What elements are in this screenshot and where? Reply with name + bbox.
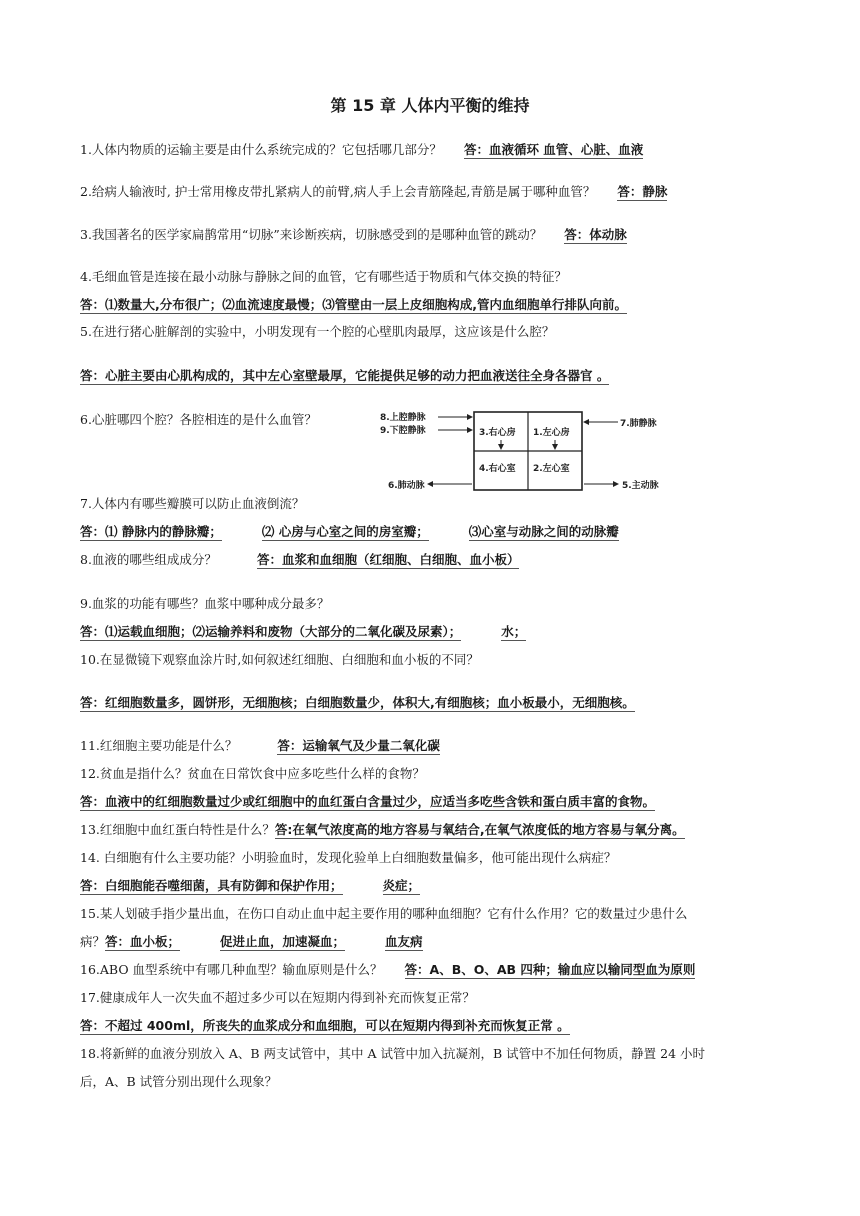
answer-text: 促进止血，加速凝血；	[220, 934, 346, 949]
question-16	[80, 961, 695, 979]
question-text: 13.红细胞中血红蛋白特性是什么？	[80, 822, 275, 837]
question-text: 12.贫血是指什么？贫血在日常饮食中应多吃些什么样的食物？	[80, 766, 425, 781]
answer-text: 答：⑴运载血细胞；⑵运输养料和废物（大部分的二氧化碳及尿素）；	[80, 624, 462, 639]
answer-12	[80, 793, 655, 811]
answer-text: 答:在氧气浓度高的地方容易与氧结合,在氧气浓度低的地方容易与氧分离。	[274, 822, 685, 837]
page-title: 第 15 章 人体内平衡的维持	[330, 96, 530, 115]
question-text: 2.给病人输液时, 护士常用橡皮带扎紧病人的前臂,病人手上会青筋隆起,青筋是属于哪种血管？	[80, 184, 596, 199]
question-text: 15.某人划破手指少量出血，在伤口自动止血中起主要作用的哪种血细胞？它有什么作用？它的数量过少患什么	[80, 906, 688, 921]
question-7	[80, 495, 304, 513]
answer-text: 答：血液循环 血管、心脏、血液	[463, 142, 644, 157]
question-text: 10.在显微镜下观察血涂片时,如何叙述红细胞、白细胞和血小板的不同？	[80, 652, 479, 667]
question-text: 4.毛细血管是连接在最小动脉与静脉之间的血管，它有哪些适于物质和气体交换的特征？	[80, 269, 567, 284]
question-text: 16.ABO 血型系统中有哪几种血型？输血原则是什么？	[80, 962, 383, 977]
answer-text: 答：白细胞能吞噬细菌，具有防御和保护作用；	[80, 878, 343, 893]
question-text: 17.健康成年人一次失血不超过多少可以在短期内得到补充而恢复正常？	[80, 990, 475, 1005]
question-text: 8.血液的哪些组成成分？	[80, 552, 217, 567]
answer-text: 答：⑴数量大,分布很广；⑵血流速度最慢；⑶管壁由一层上皮细胞构成,管内血细胞单行排队向前。	[80, 297, 627, 312]
question-5	[80, 323, 554, 341]
question-12	[80, 765, 425, 783]
answer-9	[80, 623, 526, 641]
answer-text: 答：血浆和血细胞（红细胞、白细胞、血小板）	[256, 552, 520, 567]
question-3	[80, 226, 627, 244]
label-pulmonary-artery: 6.肺动脉	[388, 481, 425, 491]
chamber-right-atrium: 3.右心房	[479, 428, 516, 438]
question-10	[80, 651, 479, 669]
answer-15	[80, 933, 423, 951]
answer-text: 答：A、B、O、AB 四种；输血应以输同型血为原则	[404, 962, 696, 977]
question-17	[80, 989, 475, 1007]
heart-chambers-diagram	[378, 408, 674, 500]
question-8	[80, 551, 519, 569]
answer-14	[80, 877, 420, 895]
question-text: 3.我国著名的医学家扁鹊常用“切脉”来诊断疾病，切脉感受到的是哪种血管的跳动？	[80, 227, 543, 242]
question-4	[80, 268, 567, 286]
answer-text: 答：运输氧气及少量二氧化碳	[277, 738, 440, 753]
question-13	[80, 821, 685, 839]
question-2	[80, 183, 667, 201]
chamber-right-ventricle: 4.右心室	[479, 464, 516, 474]
answer-text: 答：⑴ 静脉内的静脉瓣；	[80, 524, 222, 539]
answer-text: ⑶心室与动脉之间的动脉瓣	[468, 524, 619, 539]
answer-text: 答：心脏主要由心肌构成的，其中左心室壁最厚，它能提供足够的动力把血液送往全身各器官 。	[80, 368, 610, 383]
answer-17	[80, 1017, 570, 1035]
answer-text: ⑵ 心房与心室之间的房室瓣；	[261, 524, 429, 539]
answer-text: 答：血液中的红细胞数量过少或红细胞中的血红蛋白含量过少，应适当多吃些含铁和蛋白质丰富的食物。	[80, 794, 656, 809]
question-text: 5.在进行猪心脏解剖的实验中，小明发现有一个腔的心壁肌肉最厚，这应该是什么腔？	[80, 324, 555, 339]
answer-text: 答：体动脉	[564, 227, 627, 242]
answer-text: 答：血小板；	[105, 934, 181, 949]
chamber-left-atrium: 1.左心房	[533, 428, 570, 438]
question-text: 14. 白细胞有什么主要功能？小明验血时，发现化验单上白细胞数量偏多，他可能出现什么病症？	[80, 850, 617, 865]
answer-10	[80, 694, 635, 712]
question-11	[80, 737, 440, 755]
question-text: 6.心脏哪四个腔？各腔相连的是什么血管？	[80, 412, 317, 427]
answer-5	[80, 367, 609, 385]
answer-7	[80, 523, 619, 541]
label-superior-vena-cava: 8.上腔静脉	[380, 413, 426, 423]
question-text: 9.血浆的功能有哪些？血浆中哪种成分最多？	[80, 596, 330, 611]
answer-text: 血友病	[385, 934, 423, 949]
question-14	[80, 849, 616, 867]
question-6	[80, 411, 317, 429]
answer-text: 答：不超过 400ml，所丧失的血浆成分和血细胞，可以在短期内得到补充而恢复正常 。	[80, 1018, 570, 1033]
answer-text: 炎症；	[382, 878, 421, 893]
question-text: 后，A、B 试管分别出现什么现象？	[80, 1074, 278, 1089]
label-aorta: 5.主动脉	[622, 481, 659, 491]
answer-text: 水；	[501, 624, 527, 639]
question-text: 11.红细胞主要功能是什么？	[80, 738, 238, 753]
answer-text: 答：静脉	[617, 184, 668, 199]
chamber-left-ventricle: 2.左心室	[533, 464, 570, 474]
question-15	[80, 905, 687, 923]
question-18-cont	[80, 1073, 277, 1091]
answer-4	[80, 296, 627, 314]
question-text: 7.人体内有哪些瓣膜可以防止血液倒流？	[80, 496, 305, 511]
question-text: 病？	[80, 934, 106, 949]
question-text: 1.人体内物质的运输主要是由什么系统完成的？它包括哪几部分？	[80, 142, 442, 157]
question-9	[80, 595, 329, 613]
question-18	[80, 1045, 705, 1063]
label-pulmonary-vein: 7.肺静脉	[620, 419, 657, 429]
answer-text: 答：红细胞数量多，圆饼形，无细胞核；白细胞数量少，体积大,有细胞核；血小板最小，无细胞核。	[80, 695, 635, 710]
question-1	[80, 141, 643, 159]
question-text: 18.将新鲜的血液分别放入 A、B 两支试管中，其中 A 试管中加入抗凝剂，B 试管中不加任何物质，静置 24 小时	[80, 1046, 706, 1061]
label-inferior-vena-cava: 9.下腔静脉	[380, 426, 426, 436]
